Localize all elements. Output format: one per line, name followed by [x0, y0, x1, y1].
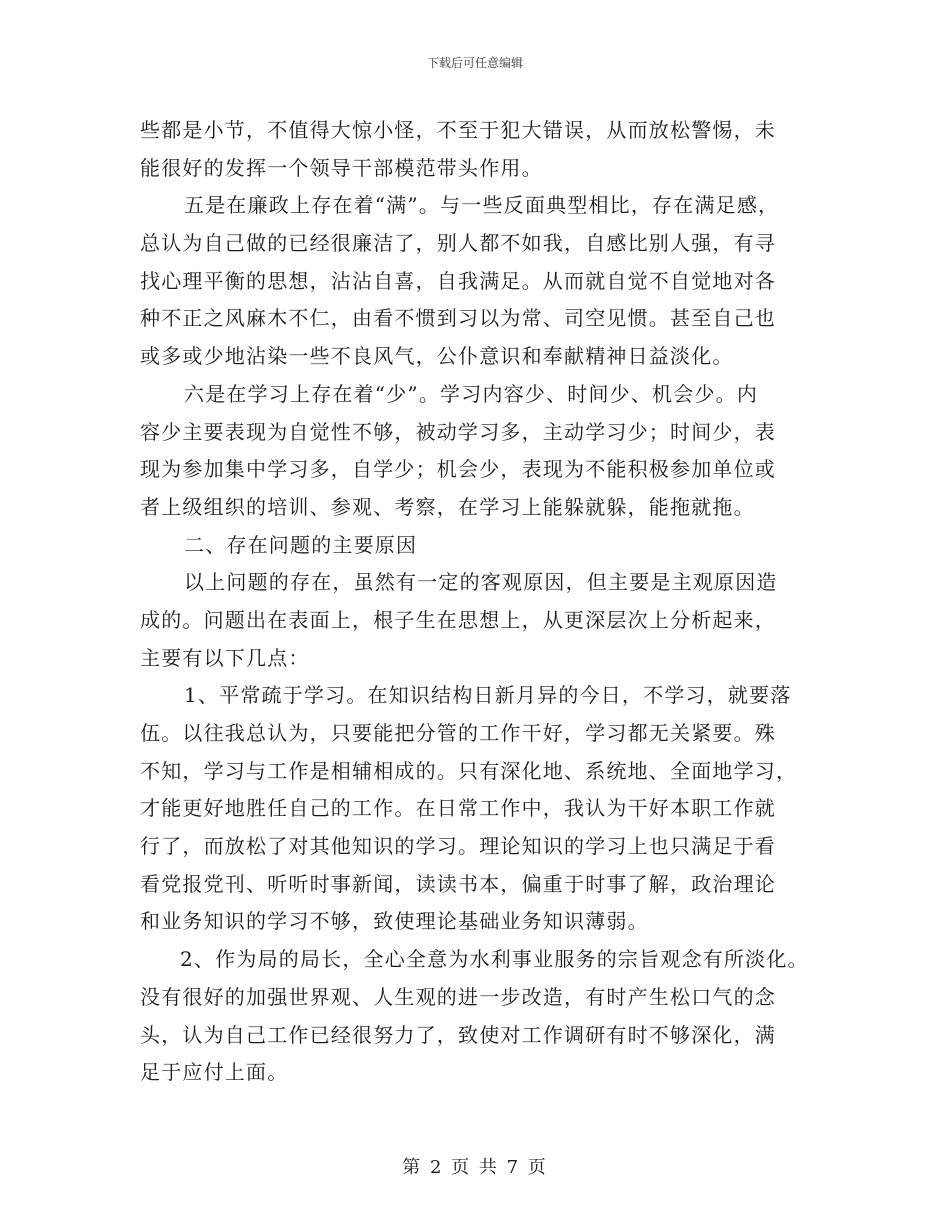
- text-line: 或多或少地沾染一些不良风气，公仆意识和奉献精神日益淡化。: [140, 344, 734, 369]
- text-line: 总认为自己做的已经很廉洁了，别人都不如我，自感比别人强，有寻: [140, 231, 776, 256]
- paragraph-start: 五是在廉政上存在着“满”。与一些反面典型相比，存在满足感，: [184, 193, 780, 218]
- text-line: 头，认为自己工作已经很努力了，致使对工作调研有时不够深化，满: [140, 1022, 776, 1047]
- paragraph-start: 六是在学习上存在着“少”。学习内容少、时间少、机会少。内: [184, 381, 759, 406]
- section-heading: 二、存在问题的主要原因: [184, 532, 418, 557]
- text-line: 伍。以往我总认为，只要能把分管的工作干好，学习都无关紧要。殊: [140, 721, 776, 745]
- text-line: 者上级组织的培训、参观、考察，在学习上能躲就躲，能拖就拖。: [140, 494, 755, 519]
- text-line: 些都是小节，不值得大惊小怪，不至于犯大错误，从而放松警惕，未: [140, 118, 776, 142]
- text-line: 找心理平衡的思想，沾沾自喜，自我满足。从而就自觉不自觉地对各: [140, 268, 776, 293]
- text-line: 不知，学习与工作是相辅相成的。只有深化地、系统地、全面地学习，: [140, 758, 798, 783]
- text-line: 看党报党刊、听听时事新闻，读读书本，偏重于时事了解，政治理论: [140, 871, 776, 896]
- text-line: 种不正之风麻木不仁，由看不惯到习以为常、司空见惯。甚至自己也: [140, 306, 776, 331]
- text-line: 容少主要表现为自觉性不够，被动学习多，主动学习少；时间少，表: [140, 419, 776, 444]
- text-line: 和业务知识的学习不够，致使理论基础业务知识薄弱。: [140, 909, 649, 934]
- text-line: 现为参加集中学习多，自学少；机会少，表现为不能积极参加单位或: [140, 457, 776, 482]
- text-line: 才能更好地胜任自己的工作。在日常工作中，我认为干好本职工作就: [140, 796, 776, 821]
- document-body: [140, 112, 830, 1092]
- text-line: 成的。问题出在表面上，根子生在思想上，从更深层次上分析起来，: [140, 607, 776, 632]
- paragraph-start: 以上问题的存在，虽然有一定的客观原因，但主要是主观原因造: [184, 570, 778, 595]
- text-line: 没有很好的加强世界观、人生观的进一步改造，有时产生松口气的念: [140, 984, 776, 1009]
- paragraph-start: 2、作为局的局长，全心全意为水利事业服务的宗旨观念有所淡化。: [180, 947, 809, 972]
- paragraph-start: 1、平常疏于学习。在知识结构日新月异的今日，不学习，就要落: [184, 683, 792, 708]
- text-line: 行了，而放松了对其他知识的学习。理论知识的学习上也只满足于看: [140, 834, 776, 859]
- text-line: 足于应付上面。: [140, 1060, 289, 1085]
- page-header-note: 下载后可任意编辑: [426, 56, 523, 70]
- text-line: 能很好的发挥一个领导干部模范带头作用。: [140, 155, 543, 180]
- text-line: 主要有以下几点：: [140, 645, 310, 670]
- page-number: 第 2 页 共 7 页: [402, 1157, 548, 1178]
